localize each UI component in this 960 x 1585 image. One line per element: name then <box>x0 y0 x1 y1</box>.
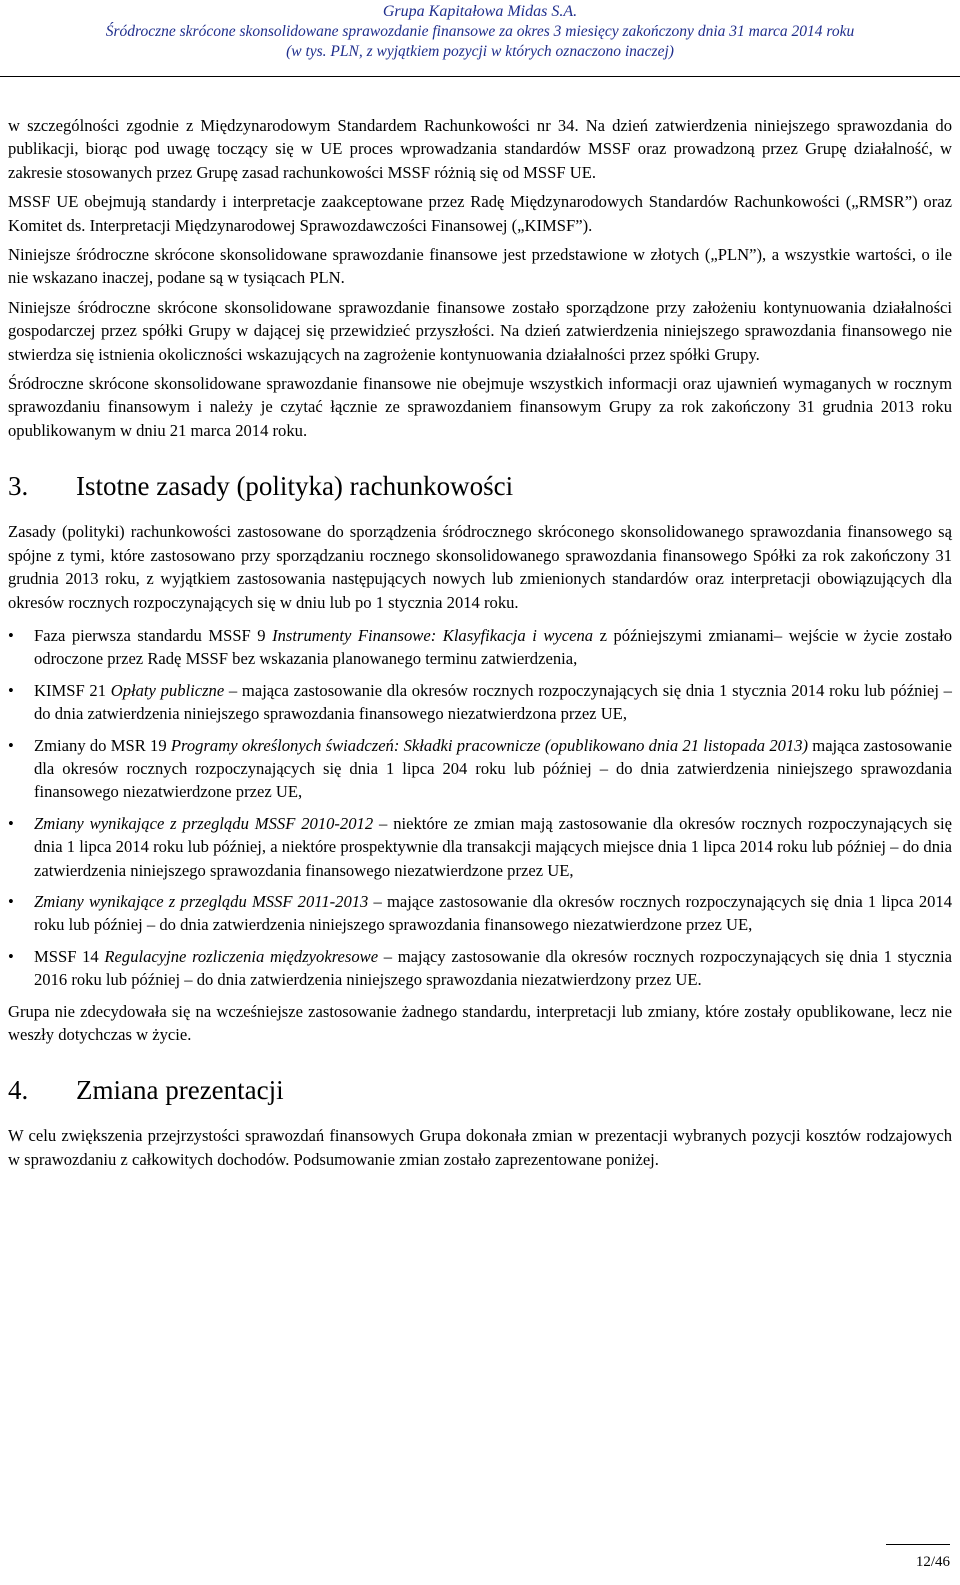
section-text: W celu zwiększenia przejrzystości sprawozdań finansowych Grupa dokonała zmian w prezentacji wybranych pozycji kosztów rodzajowych w sprawozdaniu z całkowitych dochodów. Podsumowanie zmian zostało zaprezentowane poniżej. <box>8 1126 952 1169</box>
paragraph: w szczególności zgodnie z Międzynarodowym Standardem Rachunkowości nr 34. Na dzień zatwierdzenia niniejszego sprawozdania do publikacji, biorąc pod uwagę toczący się w UE proces wprowadzania standardów MSSF oraz prowadzoną przez Grupę działalność, w zakresie stosowanych przez Grupę zasad rachunkowości MSSF różnią się od MSSF UE. <box>8 116 952 182</box>
section-title: Zmiana prezentacji <box>76 1075 284 1106</box>
list-item: • Zmiany do MSR 19 Programy określonych świadczeń: Składki pracownicze (opublikowano dnia 21 listopada 2013) mająca zastosowanie dla okresów rocznych rozpoczynających się dnia 1 lipca 204 roku lub później – do dnia zatwierdzenia niniejszego sprawozdania finansowego niezatwierdzone przez UE, <box>8 735 952 802</box>
list-item: • MSSF 14 Regulacyjne rozliczenia międzyokresowe – mający zastosowanie dla okresów rocznych rozpoczynających się dnia 1 stycznia 2016 roku lub później – do dnia zatwierdzenia niniejszego sprawozdania niezatwierdzony przez UE. <box>8 946 952 990</box>
standards-list <box>8 624 952 992</box>
section-closing: Grupa nie zdecydowała się na wcześniejsze zastosowanie żadnego standardu, interpretacji lub zmiany, które zostały opublikowane, lecz nie weszły dotychczas w życie. <box>8 1001 952 1044</box>
bullet-icon: • <box>8 946 14 966</box>
paragraph: Niniejsze śródroczne skrócone skonsolidowane sprawozdanie finansowe zostało sporządzone przy założeniu kontynuowania działalności gospodarczej przez spółki Grupy w dającej się przewidzieć przyszłości. Na dzień zatwierdzenia niniejszego sprawozdania finansowego nie stwierdza się istnienia okoliczności wskazujących na zagrożenie kontynuowania działalności przez spółki Grupy. <box>8 297 952 364</box>
bullet-icon: • <box>8 735 14 755</box>
list-item: • Faza pierwsza standardu MSSF 9 Instrumenty Finansowe: Klasyfikacja i wycena z późniejszymi zmianami– wejście w życie zostało odroczone przez Radę MSSF bez wskazania planowanego terminu zatwierdzenia, <box>8 625 952 669</box>
bullet-icon: • <box>8 680 14 700</box>
section-title: Istotne zasady (polityka) rachunkowości <box>76 471 514 502</box>
list-item: • Zmiany wynikające z przeglądu MSSF 2011-2013 – mające zastosowanie dla okresów rocznych rozpoczynających się dnia 1 lipca 2014 roku lub później – do dnia zatwierdzenia niniejszego sprawozdania finansowego niezatwierdzone przez UE, <box>8 891 953 935</box>
header-divider <box>0 76 960 77</box>
report-subtitle: Śródroczne skrócone skonsolidowane sprawozdanie finansowe za okres 3 miesięcy zakończony dnia 31 marca 2014 roku <box>105 23 855 40</box>
paragraph: MSSF UE obejmują standardy i interpretacje zaakceptowane przez Radę Międzynarodowych Standardów Rachunkowości („RMSR”) oraz Komitet ds. Interpretacji Międzynarodowej Sprawozdawczości Finansowej („KIMSF”). <box>8 192 952 235</box>
document-body <box>8 114 952 1177</box>
page-header <box>0 0 960 62</box>
section-intro: Zasady (polityki) rachunkowości zastosowane do sporządzenia śródrocznego skróconego skonsolidowanego sprawozdania finansowego są spójne z tymi, które zastosowano przy sporządzaniu rocznego skonsolidowanego sprawozdania finansowego Spółki za rok zakończony 31 grudnia 2013 roku, z wyjątkiem zastosowania następujących nowych lub zmienionych standardów oraz interpretacji obowiązujących dla okresów rocznych rozpoczynających się w dniu lub po 1 stycznia 2014 roku. <box>8 522 952 612</box>
paragraph: Niniejsze śródroczne skrócone skonsolidowane sprawozdanie finansowe jest przedstawione w złotych („PLN”), a wszystkie wartości, o ile nie wskazano inaczej, podane są w tysiącach PLN. <box>8 245 952 288</box>
page-number: 12/46 <box>915 1554 950 1570</box>
list-item: • Zmiany wynikające z przeglądu MSSF 2010-2012 – niektóre ze zmian mają zastosowanie dla okresów rocznych rozpoczynających się dnia 1 lipca 2014 roku lub później, a niektóre prospektywnie dla transakcji mających miejsce dnia 1 lipca 2014 roku lub później – do dnia zatwierdzenia niniejszego sprawozdania finansowego niezatwierdzone przez UE, <box>8 813 952 880</box>
bullet-icon: • <box>8 891 14 911</box>
bullet-icon: • <box>8 625 14 645</box>
company-name: Grupa Kapitałowa Midas S.A. <box>382 3 578 20</box>
units-note: (w tys. PLN, z wyjątkiem pozycji w których oznaczono inaczej) <box>286 43 674 60</box>
section-heading-3 <box>8 470 952 502</box>
list-item: • KIMSF 21 Opłaty publiczne – mająca zastosowanie dla okresów rocznych rozpoczynających się dnia 1 stycznia 2014 roku lub później – do dnia zatwierdzenia niniejszego sprawozdania finansowego niezatwierdzona przez UE, <box>8 680 952 724</box>
paragraph: Śródroczne skrócone skonsolidowane sprawozdanie finansowe nie obejmuje wszystkich informacji oraz ujawnień wymaganych w rocznym sprawozdaniu finansowym i należy je czytać łącznie ze sprawozdaniem finansowym Grupy za rok zakończony 31 grudnia 2013 roku opublikowanym w dniu 21 marca 2014 roku. <box>8 374 952 440</box>
section-number: 4. <box>8 1075 29 1106</box>
bullet-icon: • <box>8 813 14 833</box>
footer-divider <box>886 1544 950 1545</box>
section-number: 3. <box>8 471 29 502</box>
section-heading-4 <box>8 1074 952 1106</box>
